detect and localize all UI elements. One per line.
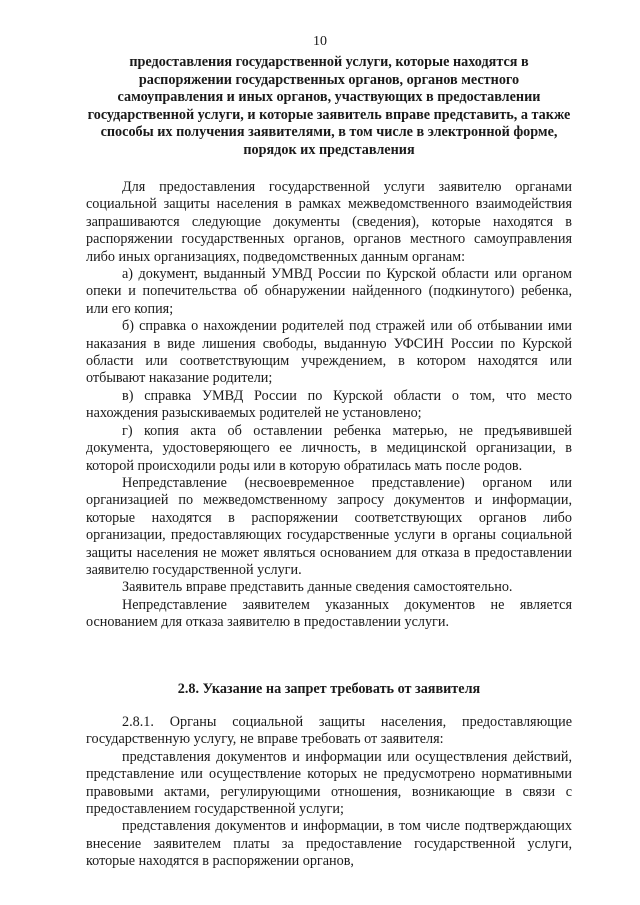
paragraph: 2.8.1. Органы социальной защиты населения, предоставляющие государственную услугу, не вправе требовать от заявителя:	[86, 714, 572, 748]
paragraph: представления документов и информации, в том числе подтверждающих внесение заявителем платы за предоставление государственной услуги, которые находятся в распоряжении органов,	[86, 818, 572, 870]
body-text-block-1	[86, 179, 572, 632]
list-item-g: г) копия акта об оставлении ребенка матерью, не предъявившей документа, удостоверяющего ее личность, в медицинской организации, в которой происходили роды или в которую обратилась мать после родов.	[86, 422, 572, 474]
paragraph: Заявитель вправе представить данные сведения самостоятельно.	[122, 579, 513, 596]
list-item-a: а) документ, выданный УМВД России по Курской области или органом опеки и попечительства об обнаружении найденного (подкинутого) ребенка, или его копия;	[86, 266, 572, 317]
paragraph: представления документов и информации или осуществления действий, представление или осуществление которых не предусмотрено нормативными правовыми актами, регулирующими отношения, возникающие в связи с предоставлением государственной услуги;	[86, 748, 572, 818]
paragraph: Непредставление (несвоевременное представление) органом или организацией по межведомственному запросу документов и информации, которые находятся в распоряжении соответствующих органов либо организации, предоставляющих государственные услуги в органы социальной защиты населения не может являться основанием для отказа в предоставлении заявителю государственной услуги.	[86, 474, 572, 578]
list-item-b: б) справка о нахождении родителей под стражей или об отбывании ими наказания в виде лишения свободы, выданную УФСИН России по Курской области или соответствующим учреждением, в котором находятся или отбывают наказание родители;	[86, 318, 572, 387]
list-item-v: в) справка УМВД России по Курской области о том, что место нахождения разыскиваемых родителей не установлено;	[86, 387, 572, 422]
section-title: предоставления государственной услуги, которые находятся в распоряжении государственных органов, органов местного самоуправления и иных органов, участвующих в предоставлении государственной услуги, и которые заявитель вправе представить, а также способы их получения заявителями, в том числе в электронной форме, порядок их представления	[87, 54, 571, 158]
paragraph: Для предоставления государственной услуги заявителю органами социальной защиты населения в рамках межведомственного взаимодействия запрашиваются следующие документы (сведения), которые находятся в распоряжении государственных органов, органов местного самоуправления либо иных организациях, подведомственных данным органам:	[86, 179, 572, 265]
page-number: 10	[313, 34, 327, 49]
section-heading: 2.8. Указание на запрет требовать от заявителя	[177, 681, 481, 697]
body-text-block-2	[86, 714, 572, 871]
paragraph: Непредставление заявителем указанных документов не является основанием для отказа заявителю в предоставлении услуги.	[86, 596, 572, 631]
